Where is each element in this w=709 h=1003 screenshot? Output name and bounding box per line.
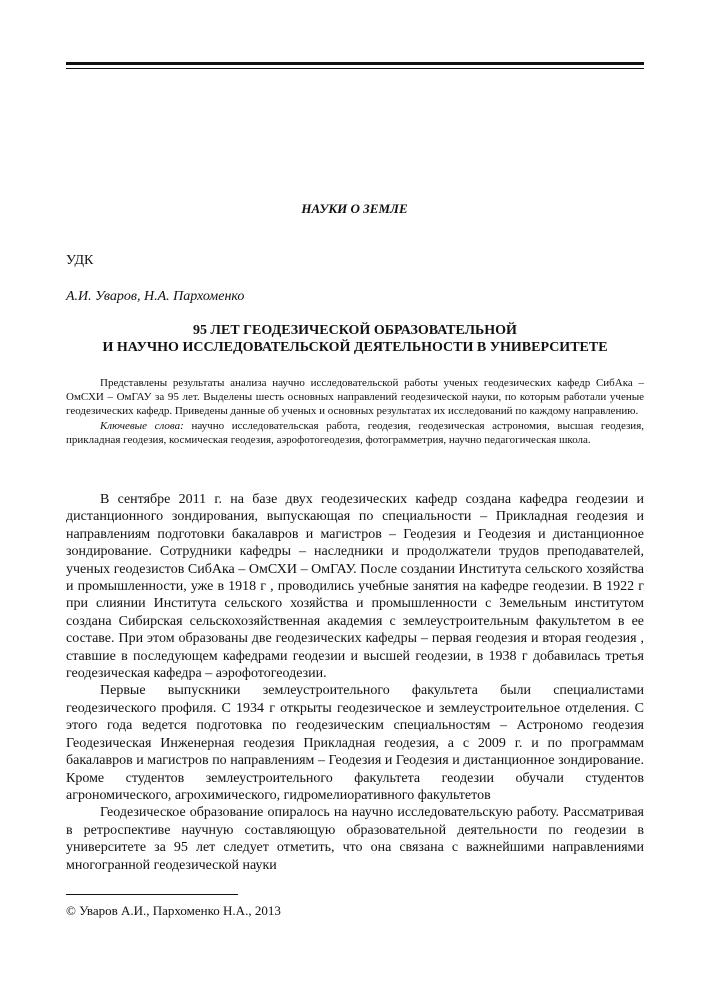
body-text — [66, 491, 644, 874]
footnote-rule — [66, 894, 238, 895]
paragraph-1: В сентябре 2011 г. на базе двух геодезических кафедр создана кафедра геодезии и дистанционного зондирования, выпускающая по специальности – Прикладная геодезия и направлениям подготовки бакалавров и магистров – Геодезия и Геодезия и дистанционное зондирование. Сотрудники кафедры – наследники и продолжатели трудов преподавателей, ученых геодезистов СибАка – ОмСХИ – ОмГАУ. После создании Института сельского хозяйства и промышленности, уже в 1918 г , проводились учебные занятия на кафедре геодезии. В 1922 г при слиянии Института сельского хозяйства и промышленности с Земельным институтом создана Сибирская сельскохозяйственная академия с землеустроительным факультетом в ее составе. При этом образованы две геодезических кафедры – первая геодезия и вторая геодезия , ставшие в последующем кафедрами геодезии и высшей геодезии, в 1938 г добавилась третья геодезическая кафедра – аэрофотогеодезии. — [66, 492, 644, 682]
section-heading: НАУКИ О ЗЕМЛЕ — [301, 201, 408, 216]
header-rule-thick — [66, 62, 644, 65]
keywords-label: Ключевые слова: — [100, 419, 184, 432]
paragraph-3: Геодезическое образование опиралось на научно исследовательскую работу. Рассматривая в ретроспективе научную составляющую образовательной деятельности по геодезии в университете за 95 лет следует отметить, что она связана с важнейшими направлениями многогранной геодезической науки — [66, 805, 644, 873]
keywords — [66, 419, 644, 447]
keywords-text: научно исследовательская работа, геодезия, геодезическая астрономия, высшая геодезия, прикладная геодезия, космическая геодезия, аэрофотогеодезия, фотограмметрия, научно педагогическая школа. — [66, 419, 645, 446]
abstract — [66, 376, 644, 447]
copyright-footnote: © Уваров А.И., Пархоменко Н.А., 2013 — [66, 903, 281, 918]
article-title — [66, 322, 644, 356]
title-line-1: 95 ЛЕТ ГЕОДЕЗИЧЕСКОЙ ОБРАЗОВАТЕЛЬНОЙ — [193, 323, 517, 338]
authors: А.И. Уваров, Н.А. Пархоменко — [66, 289, 245, 304]
udk-label: УДК — [66, 253, 94, 268]
abstract-text: Представлены результаты анализа научно исследовательской работы ученых геодезических кафедр СибАка – ОмСХИ – ОмГАУ за 95 лет. Выделены шесть основных направлений геодезической науки, по которым работали ученые геодезических кафедр. Приведены данные об ученых и основных результатах их исследований по каждому направлению. — [66, 377, 644, 418]
header-rule-thin — [66, 68, 644, 69]
title-line-2: И НАУЧНО ИССЛЕДОВАТЕЛЬСКОЙ ДЕЯТЕЛЬНОСТИ В УНИВЕРСИТЕТЕ — [102, 340, 608, 355]
paragraph-2: Первые выпускники землеустроительного факультета были специалистами геодезического профиля. С 1934 г открыты геодезическое и землеустроительное отделения. С этого года ведется подготовка по геодезическим специальностям – Астрономо геодезия Геодезическая Инженерная геодезия Прикладная геодезия, а с 2009 г. и по программам бакалавров и магистров по направлениям – Геодезия и Геодезия и дистанционное зондирование. Кроме студентов землеустроительного факультета геодезии обучали студентов агрономического, агрохимического, гидромелиоративного факультетов — [66, 683, 644, 803]
